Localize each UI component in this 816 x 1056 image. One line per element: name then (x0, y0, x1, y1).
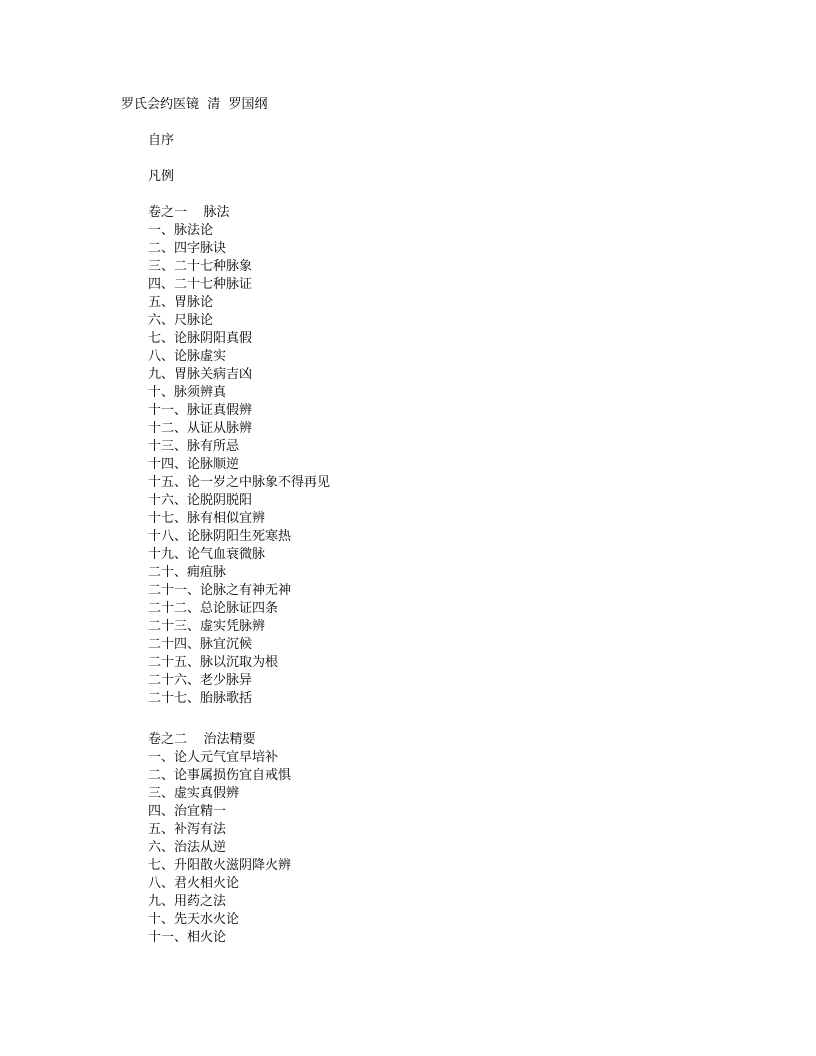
juan2-section (148, 731, 291, 947)
toc-item: 十九、论气血衰微脉 (148, 547, 266, 562)
toc-item: 五、胃脉论 (148, 295, 214, 310)
toc-item: 十、脉须辨真 (148, 385, 227, 400)
toc-item: 九、用药之法 (148, 894, 227, 909)
toc-item: 十三、脉有所忌 (148, 439, 240, 454)
toc-item: 二十、痈疽脉 (148, 565, 227, 580)
juan1-item-list (148, 222, 330, 708)
toc-item: 十二、从证从脉辨 (148, 421, 253, 436)
preface-entry (148, 132, 174, 150)
notes-label: 凡例 (148, 169, 175, 184)
toc-item: 六、治法从逆 (148, 840, 227, 855)
toc-item: 五、补泻有法 (148, 822, 227, 837)
toc-item: 十四、论脉顺逆 (148, 457, 240, 472)
toc-item: 一、脉法论 (148, 223, 214, 238)
toc-item: 十五、论一岁之中脉象不得再见 (148, 475, 331, 490)
toc-item: 十一、相火论 (148, 930, 227, 945)
toc-item: 二、论事属损伤宜自戒惧 (148, 768, 292, 783)
toc-item: 二十三、虚实凭脉辨 (148, 619, 266, 634)
toc-item: 二十五、脉以沉取为根 (148, 655, 279, 670)
toc-item: 十七、脉有相似宜辨 (148, 511, 266, 526)
toc-item: 三、二十七种脉象 (148, 259, 253, 274)
toc-item: 八、君火相火论 (148, 876, 240, 891)
toc-item: 二十七、胎脉歌括 (148, 691, 253, 706)
toc-item: 六、尺脉论 (148, 313, 214, 328)
toc-item: 七、升阳散火滋阴降火辨 (148, 858, 292, 873)
toc-item: 二十六、老少脉异 (148, 673, 253, 688)
toc-item: 四、治宜精一 (148, 804, 227, 819)
toc-item: 二、四字脉诀 (148, 241, 227, 256)
toc-item: 二十二、总论脉证四条 (148, 601, 279, 616)
juan2-item-list (148, 749, 291, 947)
toc-item: 二十四、脉宜沉候 (148, 637, 253, 652)
toc-item: 七、论脉阴阳真假 (148, 331, 253, 346)
book-title: 罗氏会约医镜 清 罗国纲 (121, 97, 268, 112)
toc-item: 十、先天水火论 (148, 912, 240, 927)
toc-item: 十一、脉证真假辨 (148, 403, 253, 418)
juan1-section (148, 204, 330, 708)
juan1-heading: 卷之一 脉法 (148, 205, 230, 220)
toc-item: 三、虚实真假辨 (148, 786, 240, 801)
juan2-heading: 卷之二 治法精要 (148, 732, 256, 747)
toc-item: 二十一、论脉之有神无神 (148, 583, 292, 598)
toc-item: 八、论脉虚实 (148, 349, 227, 364)
notes-entry (148, 168, 174, 186)
toc-item: 十八、论脉阴阳生死寒热 (148, 529, 292, 544)
toc-item: 九、胃脉关病吉凶 (148, 367, 253, 382)
toc-item: 一、论人元气宜早培补 (148, 750, 279, 765)
preface-label: 自序 (148, 133, 175, 148)
toc-item: 十六、论脱阴脱阳 (148, 493, 253, 508)
toc-item: 四、二十七种脉证 (148, 277, 253, 292)
